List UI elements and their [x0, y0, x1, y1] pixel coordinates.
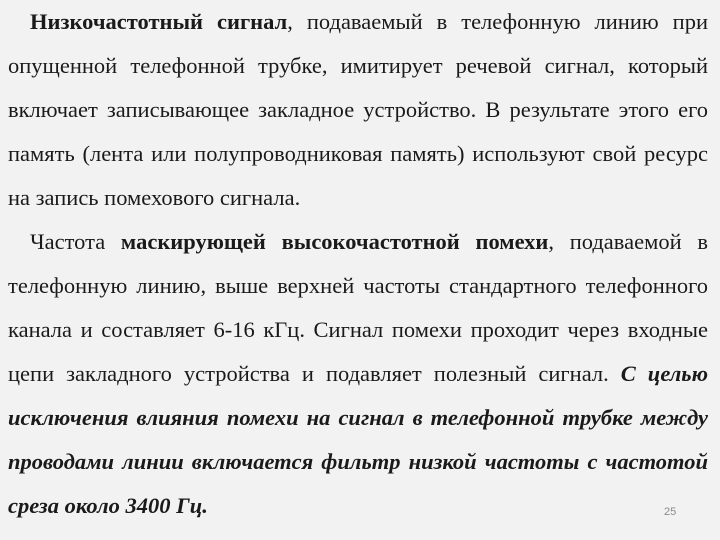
paragraph2-emphasis: С целью исключения влияния помехи на сигнал в телефонной трубке между проводами линии включается фильтр низкой частоты с частотой среза около 3400 Гц. [8, 361, 708, 518]
paragraph2-lead: Частота [30, 229, 121, 254]
term-low-frequency-signal: Низкочастотный сигнал [30, 9, 288, 34]
paragraph1-text: , подаваемый в телефонную линию при опущенной телефонной трубке, имитирует речевой сигнал, который включает записывающее закладное устройство. В результате этого его память (лента или полупроводниковая память) используют свой ресурс на запись помехового сигнала. [8, 9, 709, 210]
term-masking-interference: маскирующей высокочастотной помехи [120, 229, 549, 254]
slide-number: 25 [664, 506, 677, 518]
paragraph-masking-interference [8, 220, 708, 528]
paragraph-low-frequency-signal [8, 0, 708, 220]
paragraph2-text: , подаваемой в телефонную линию, выше верхней частоты стандартного телефонного канала и составляет 6-16 кГц. Сигнал помехи проходит через входные цепи закладного устройства и подавляет полезный сигнал. [8, 229, 708, 386]
